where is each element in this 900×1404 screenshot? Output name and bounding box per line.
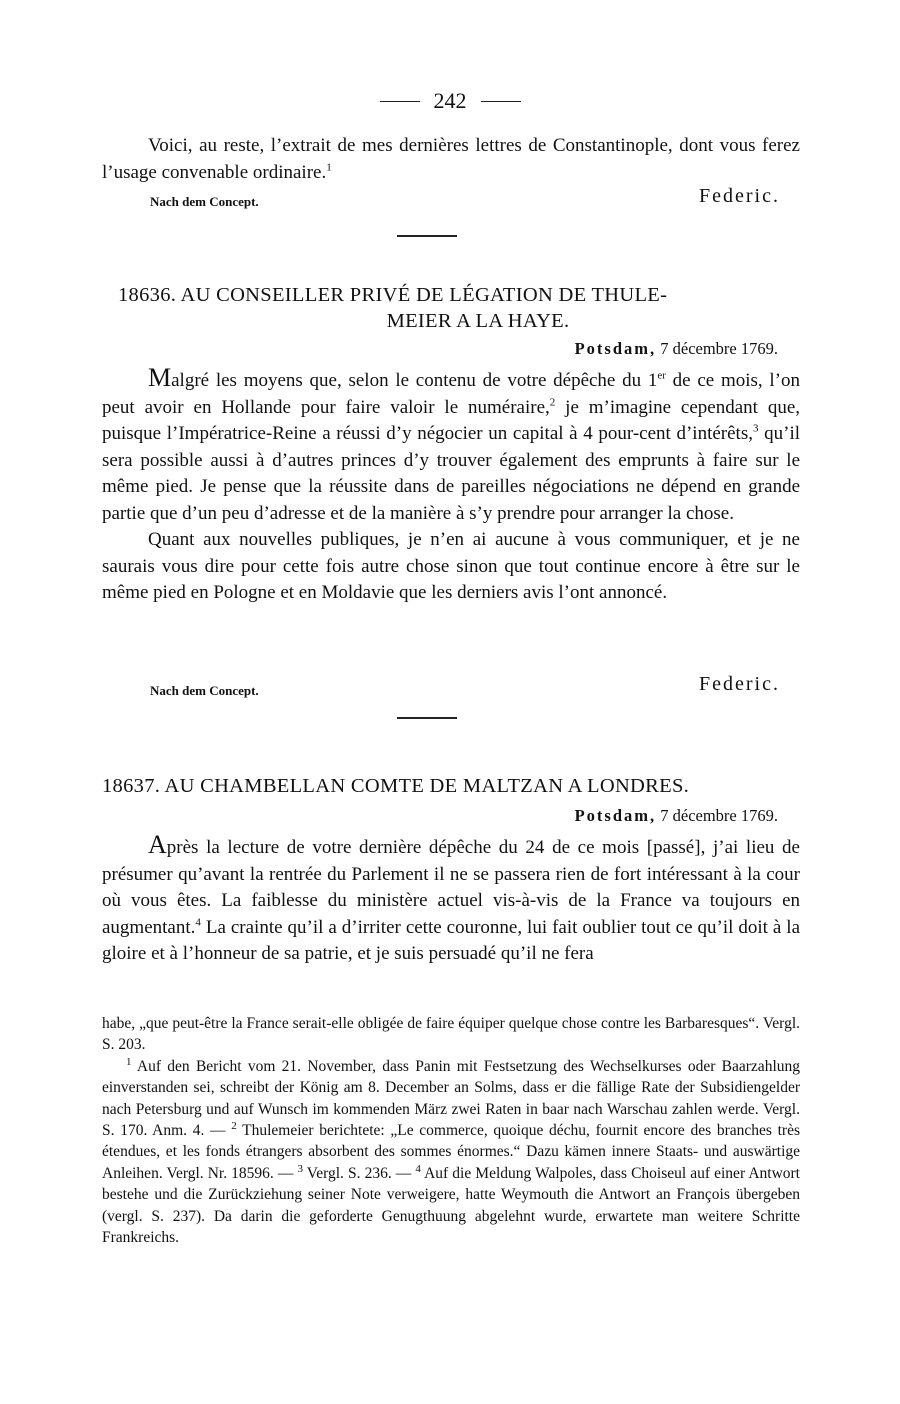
source-note: Nach dem Concept. <box>150 683 259 698</box>
footnote-block <box>102 1056 800 1249</box>
paragraph-text: de ce mois, l’on peut avoir en Hollande pour faire valoir le numéraire, <box>102 370 800 418</box>
dateline-date: 7 décembre 1769. <box>660 806 778 825</box>
header-dash-right <box>481 101 521 102</box>
section-divider <box>397 235 457 237</box>
section-divider <box>397 717 457 719</box>
footnote-text: Auf die Meldung Walpoles, dass Choiseul auf einer Antwort bestehe und die Zurückziehung seiner Note verweigere, hatte Weymouth die Antwort an François übergeben (vergl. S. 237). Da darin die geforderte Genugthuung abgelehnt wurde, erwartete man weitere Schritte Frankreichs. <box>102 1164 800 1247</box>
dateline-date: 7 décembre 1769. <box>660 339 778 358</box>
letter-paragraph: Quant aux nouvelles publiques, je n’en ai aucune à vous communiquer, et je ne saurais vous dire pour cette fois autre chose sinon que tout continue encore à être sur le même pied en Pologne et en Moldavie que les derniers avis l’ont annoncé. <box>102 529 800 603</box>
letter-heading-line1: 18636. AU CONSEILLER PRIVÉ DE LÉGATION DE THULE- <box>118 284 668 306</box>
initial-letter: A <box>148 830 167 859</box>
letter-heading <box>102 773 800 799</box>
paragraph-text: je m’imagine cependant que, puisque l’Impératrice-Reine a réussi d’y négocier un capital à 4 pour-cent d’intérêts, <box>102 396 801 444</box>
footnote-mark: 3 <box>752 422 759 435</box>
paragraph-text: qu’il sera possible aussi à d’autres princes d’y trouver également des emprunts à faire sur le même pied. Je pense que la réussite dans de pareilles négociations ne dépend en grande partie que d’un peu d’adresse et de la manière à s’y prendre pour arranger la chose. <box>102 423 800 524</box>
header-dash-left <box>380 101 420 102</box>
letter-paragraph <box>102 832 800 968</box>
footnote-continuation: habe, „que peut-être la France serait-elle obligée de faire équiper quelque chose contre les Barbaresques“. Vergl. S. 203. <box>102 1015 800 1054</box>
signature: Federic. <box>699 673 780 695</box>
paragraph-text: algré les moyens que, selon le contenu de votre dépêche du 1 <box>171 370 658 391</box>
footnote-text: Thulemeier berichtete: „Le commerce, quoique déchu, fournit encore des branches très étendues, et les fonds étrangers absorbent des sommes énormes.“ Dazu kämen innere Staats- und auswärtige Anleihen. Vergl. Nr. 18596. — <box>102 1122 801 1182</box>
dateline-place: Potsdam, <box>574 339 657 358</box>
opening-paragraph <box>102 133 800 186</box>
initial-letter: M <box>148 363 172 392</box>
footnote-mark: 4 <box>195 916 201 929</box>
footnotes <box>102 1013 800 1248</box>
letter-heading-line1: 18637. AU CHAMBELLAN COMTE DE MALTZAN A LONDRES. <box>102 775 690 797</box>
paragraph-text: près la lecture de votre dernière dépêche du 24 de ce mois [passé], j’ai lieu de présumer qu’avant la rentrée du Parlement il ne se passera rien de fort intéressant à la cour où vous êtes. La faiblesse du ministère actuel vis-à-vis de la France va toujours en augmentant. <box>102 837 800 938</box>
footnote-text: Vergl. S. 236. — <box>302 1164 416 1182</box>
source-note: Nach dem Concept. <box>150 194 259 209</box>
footnote-mark: 4 <box>415 1162 421 1175</box>
footnote-mark: 2 <box>549 396 556 409</box>
page-header <box>0 88 900 114</box>
footnote-mark: 3 <box>297 1162 303 1175</box>
dateline-place: Potsdam, <box>574 806 657 825</box>
footnote-mark: 1 <box>326 161 332 174</box>
letter-body <box>102 832 800 968</box>
letter-paragraph <box>102 365 800 527</box>
letter-heading <box>118 282 798 334</box>
footnote-mark: 1 <box>126 1055 132 1068</box>
footnote-mark: 2 <box>231 1119 237 1132</box>
signature: Federic. <box>699 185 780 207</box>
page-number: 242 <box>433 88 467 113</box>
dateline <box>575 339 778 359</box>
opening-text: Voici, au reste, l’extrait de mes dernières lettres de Constantinople, dont vous ferez l’usage convenable ordinaire. <box>102 135 800 183</box>
letter-heading-line2: MEIER A LA HAYE. <box>386 310 570 332</box>
dateline <box>575 806 778 826</box>
footnote-text: Auf den Bericht vom 21. November, dass Panin mit Festsetzung des Wechselkurses oder Baarzahlung einverstanden sei, schreibt der König am 8. December an Solms, dass er die fällige Rate der Subsidiengelder nach Petersburg und auf Wunsch im kommenden März zwei Raten in baar nach Warschau zahlen werde. Vergl. S. 170. Anm. 4. — <box>102 1057 800 1140</box>
letter-body <box>102 365 800 607</box>
paragraph-text: La crainte qu’il a d’irriter cette couronne, lui fait oublier tout ce qu’il doit à la gloire et à l’honneur de sa patrie, et je suis persuadé qu’il ne fera <box>102 916 800 964</box>
superscript: er <box>657 369 666 382</box>
